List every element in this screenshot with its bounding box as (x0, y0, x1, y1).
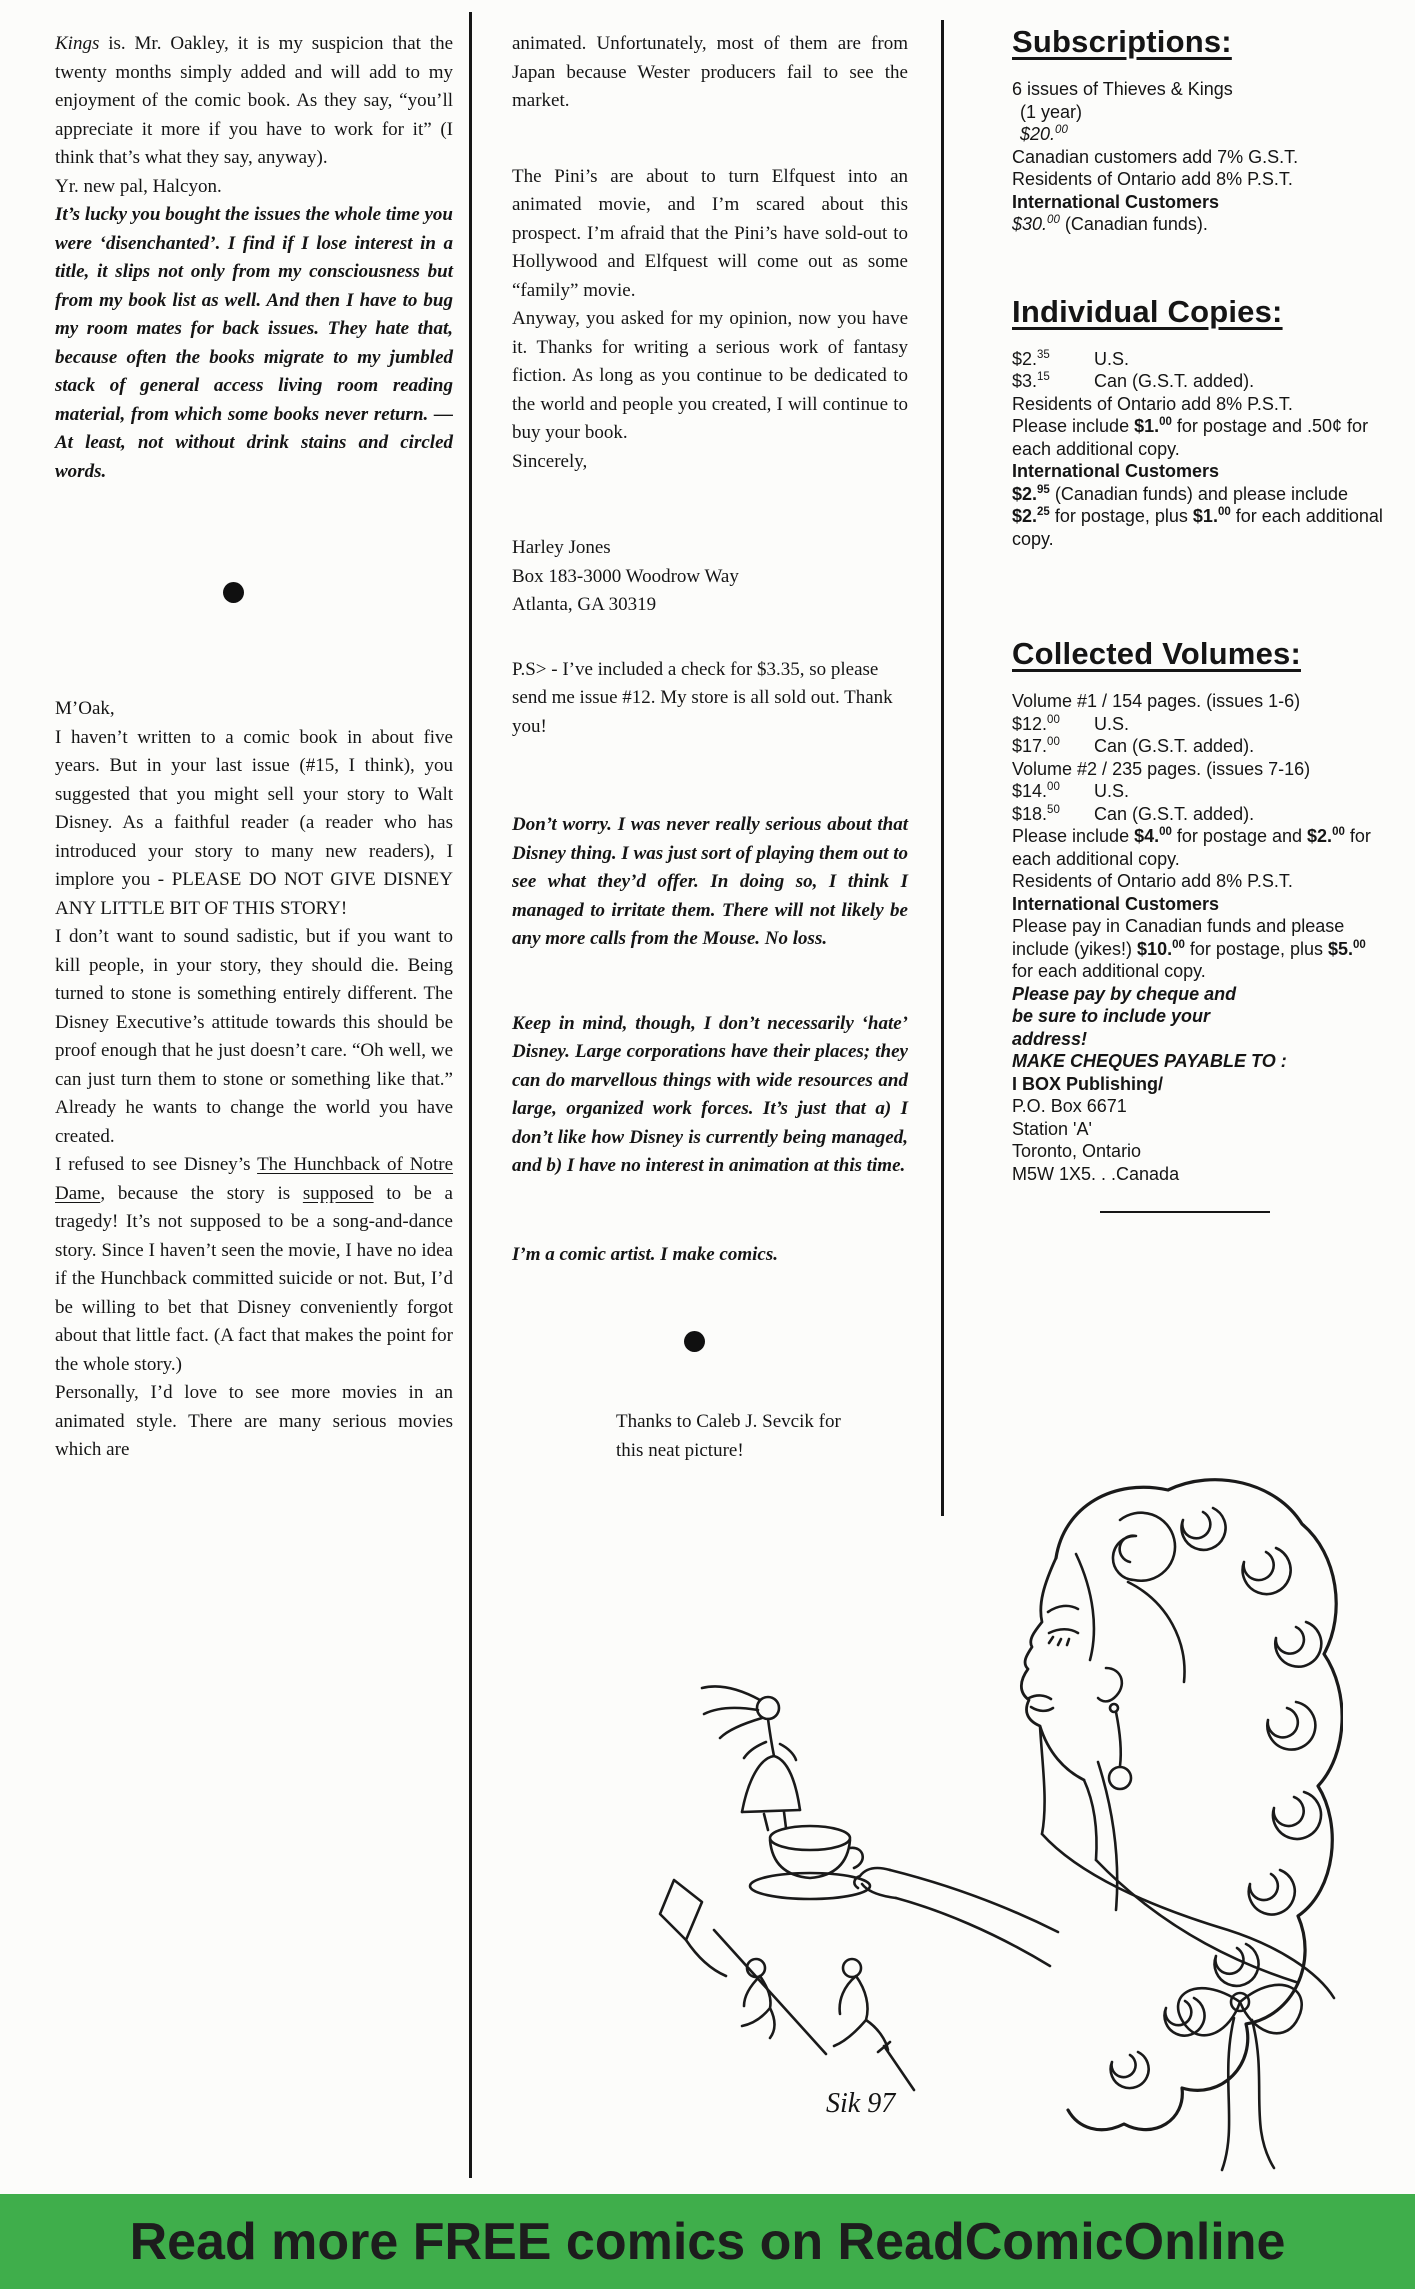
letter-paragraph (55, 30, 453, 173)
price-amount: $18.50 (1012, 803, 1060, 824)
text-segment: (Canadian funds). (1059, 214, 1208, 234)
price-label: Can (G.S.T. added). (1094, 736, 1255, 756)
letter-paragraph: Personally, I’d love to see more movies in an animated style. There are many serious movies which are (55, 1382, 453, 1460)
publisher-address-line: P.O. Box 6671 (1012, 1096, 1127, 1116)
price-cents: 00 (1055, 124, 1068, 136)
letter-signoff: Yr. new pal, Halcyon. (55, 175, 222, 197)
price-amount: $14.00 (1012, 781, 1060, 801)
international-heading: International Customers (1012, 461, 1220, 481)
tax-note: Residents of Ontario add 8% P.S.T. (1012, 169, 1293, 189)
postscript: P.S> - I’ve included a check for $3.35, so please send me issue #12. My store is all sold out. Thank you! (512, 658, 893, 737)
letter-signoff: Sincerely, (512, 450, 588, 472)
volume-line: Volume #2 / 235 pages. (issues 7-16) (1012, 758, 1311, 779)
column-divider (469, 12, 472, 2178)
price-label: Can (G.S.T. added). (1094, 803, 1255, 824)
price-row (1012, 348, 1386, 371)
letter-paragraph (55, 1151, 453, 1379)
subscription-line: 6 issues of Thieves & Kings (1012, 79, 1233, 99)
price-row (1012, 370, 1386, 393)
postage-note: Please include $4.00 for postage and $2.00 for each additional copy. (1012, 826, 1371, 869)
ordering-info-column (1012, 24, 1386, 1213)
footer-rule (1100, 1211, 1270, 1213)
price-cents: 00 (1159, 416, 1172, 428)
title-word: Kings (55, 33, 100, 54)
individual-copies-heading: Individual Copies: (1012, 293, 1283, 329)
section-divider-bullet (684, 1331, 705, 1352)
price-row (1012, 713, 1386, 736)
publisher-name: I BOX Publishing/ (1012, 1073, 1164, 1094)
payment-note: Please pay by cheque and be sure to include your address! (1012, 983, 1237, 1049)
art-credit-line: this neat picture! (616, 1439, 744, 1461)
price-label: U.S. (1094, 713, 1130, 734)
price-row (1012, 735, 1386, 758)
subscription-line: (1 year) (1020, 101, 1083, 122)
price-amount: $30. (1012, 214, 1048, 234)
text-segment: I refused to see Disney’s (55, 1154, 258, 1175)
price-row (1012, 803, 1386, 826)
editor-reply: It’s lucky you bought the issues the whole time you were ‘disenchanted’. I find if I lose interest in a title, it slips not only from my consciousness but from my book list as well. And then I have to bug my room mates for back issues. They hate that, because often the books migrate to my jumbled stack of general access living room reading material, from which some books never return. —At least, not without drink stains and circled words. (55, 204, 453, 482)
underlined-word: supposed (302, 1182, 374, 1204)
price-label: U.S. (1094, 348, 1130, 369)
editor-reply: Keep in mind, though, I don’t necessarily ‘hate’ Disney. Large corporations have their places; they can do marvellous things with wide resources and large, organized work forces. It’s just that a) I don’t like how Disney is currently being managed, and b) I have no interest in animation at this time. (512, 1012, 908, 1176)
price-amount: $20. (1020, 124, 1056, 144)
subscriptions-heading: Subscriptions: (1012, 24, 1232, 59)
volume-line: Volume #1 / 154 pages. (issues 1-6) (1012, 691, 1301, 711)
text-segment: , because the story is (100, 1182, 303, 1204)
letter-paragraph: I don’t want to sound sadistic, but if you want to kill people, in your story, they should die. Being turned to stone is something entirely different. The Disney Executive’s attitude towards this should be proof enough that he just doesn’t care. “Oh well, we can just turn them to stone or something like that.” Already he wants to change the world you have created. (55, 926, 453, 1147)
letter-paragraph: Anyway, you asked for my opinion, now you have it. Thanks for writing a serious work of fantasy fiction. As long as you continue to be dedicated to the world and people you created, I will continue to buy your book. (512, 308, 908, 443)
editor-reply: Don’t worry. I was never really serious about that Disney thing. I was just sort of playing them out to see what they’d offer. In doing so, I think I managed to irritate them. There will not likely be any more calls from the Mouse. No loss. (512, 814, 908, 949)
fan-art-illustration (628, 1462, 1343, 2177)
tax-note: Residents of Ontario add 8% P.S.T. (1012, 393, 1293, 414)
publisher-address-line: Toronto, Ontario (1012, 1141, 1142, 1161)
price-amount: $3.15 (1012, 371, 1050, 391)
sender-name: Harley Jones (512, 537, 611, 558)
section-divider-bullet (223, 582, 244, 603)
text-segment: is. Mr. Oakley, it is my suspicion that the twenty months simply added and will add to my enjoyment of the comic book. As they say, “you’ll appreciate it more if you have to work for it” (I think that’s what they say, anyway). (55, 33, 453, 168)
text-segment: to be a tragedy! It’s not supposed to be a song-and-dance story. Since I haven’t seen the movie, I have no idea if the Hunchback committed suicide or not. But, I’d be willing to bet that Disney conveniently forgot about that little fact. (A fact that makes the point for the whole story.) (55, 1182, 453, 1375)
letters-column-left (55, 30, 453, 1465)
international-heading: International Customers (1012, 191, 1220, 212)
letter-salutation: M’Oak, (55, 698, 115, 719)
readcomiconline-banner[interactable] (0, 2194, 1415, 2289)
banner-text[interactable]: Read more FREE comics on ReadComicOnline (129, 2212, 1286, 2271)
editor-reply: I’m a comic artist. I make comics. (512, 1243, 778, 1265)
subscription-price (1012, 123, 1386, 146)
collected-volumes-heading: Collected Volumes: (1012, 636, 1301, 671)
sender-address-line: Atlanta, GA 30319 (512, 594, 657, 615)
international-heading: International Customers (1012, 893, 1220, 914)
price-label: Can (G.S.T. added). (1094, 371, 1255, 391)
letters-column-middle (512, 30, 908, 1465)
publisher-address-line: M5W 1X5. . .Canada (1012, 1163, 1180, 1184)
payable-heading: MAKE CHEQUES PAYABLE TO : (1012, 1051, 1287, 1071)
column-divider (941, 20, 944, 1516)
price-label: U.S. (1094, 781, 1130, 801)
letter-paragraph: animated. Unfortunately, most of them are from Japan because Wester producers fail to see the market. (512, 33, 908, 111)
artist-signature: Sik 97 (826, 2088, 896, 2119)
sender-address-line: Box 183-3000 Woodrow Way (512, 565, 739, 587)
international-note: $2.95 (Canadian funds) and please include $2.25 for postage, plus $1.00 for each additional copy. (1012, 483, 1383, 549)
postage-note: Please include $1.00 for postage and .50¢ for each additional copy. (1012, 416, 1369, 459)
tax-note: Canadian customers add 7% G.S.T. (1012, 146, 1299, 167)
international-price (1012, 213, 1386, 236)
art-credit-line: Thanks to Caleb J. Sevcik for (616, 1411, 841, 1432)
publisher-address-line: Station 'A' (1012, 1118, 1092, 1139)
price-amount: $1. (1134, 416, 1160, 436)
underlined-title: The Hunchback of Notre Dame (55, 1154, 454, 1204)
letter-paragraph: The Pini’s are about to turn Elfquest into an animated movie, and I’m scared about this prospect. I’m afraid that the Pini’s have sold-out to Hollywood and Elfquest will come out as some “family” movie. (512, 165, 908, 301)
tax-note: Residents of Ontario add 8% P.S.T. (1012, 871, 1293, 891)
price-amount: $17.00 (1012, 736, 1060, 756)
price-cents: 00 (1047, 214, 1060, 226)
price-amount: $12.00 (1012, 713, 1060, 734)
price-row (1012, 780, 1386, 803)
price-amount: $2.35 (1012, 348, 1050, 369)
international-note: Please pay in Canadian funds and please include (yikes!) $10.00 for postage, plus $5.00 for each additional copy. (1012, 916, 1366, 981)
letter-paragraph: I haven’t written to a comic book in about five years. But in your last issue (#15, I think), you suggested that you might sell your story to Walt Disney. As a faithful reader (a reader who has introduced your story to many new readers), I implore you - PLEASE DO NOT GIVE DISNEY ANY LITTLE BIT OF THIS STORY! (55, 726, 453, 919)
